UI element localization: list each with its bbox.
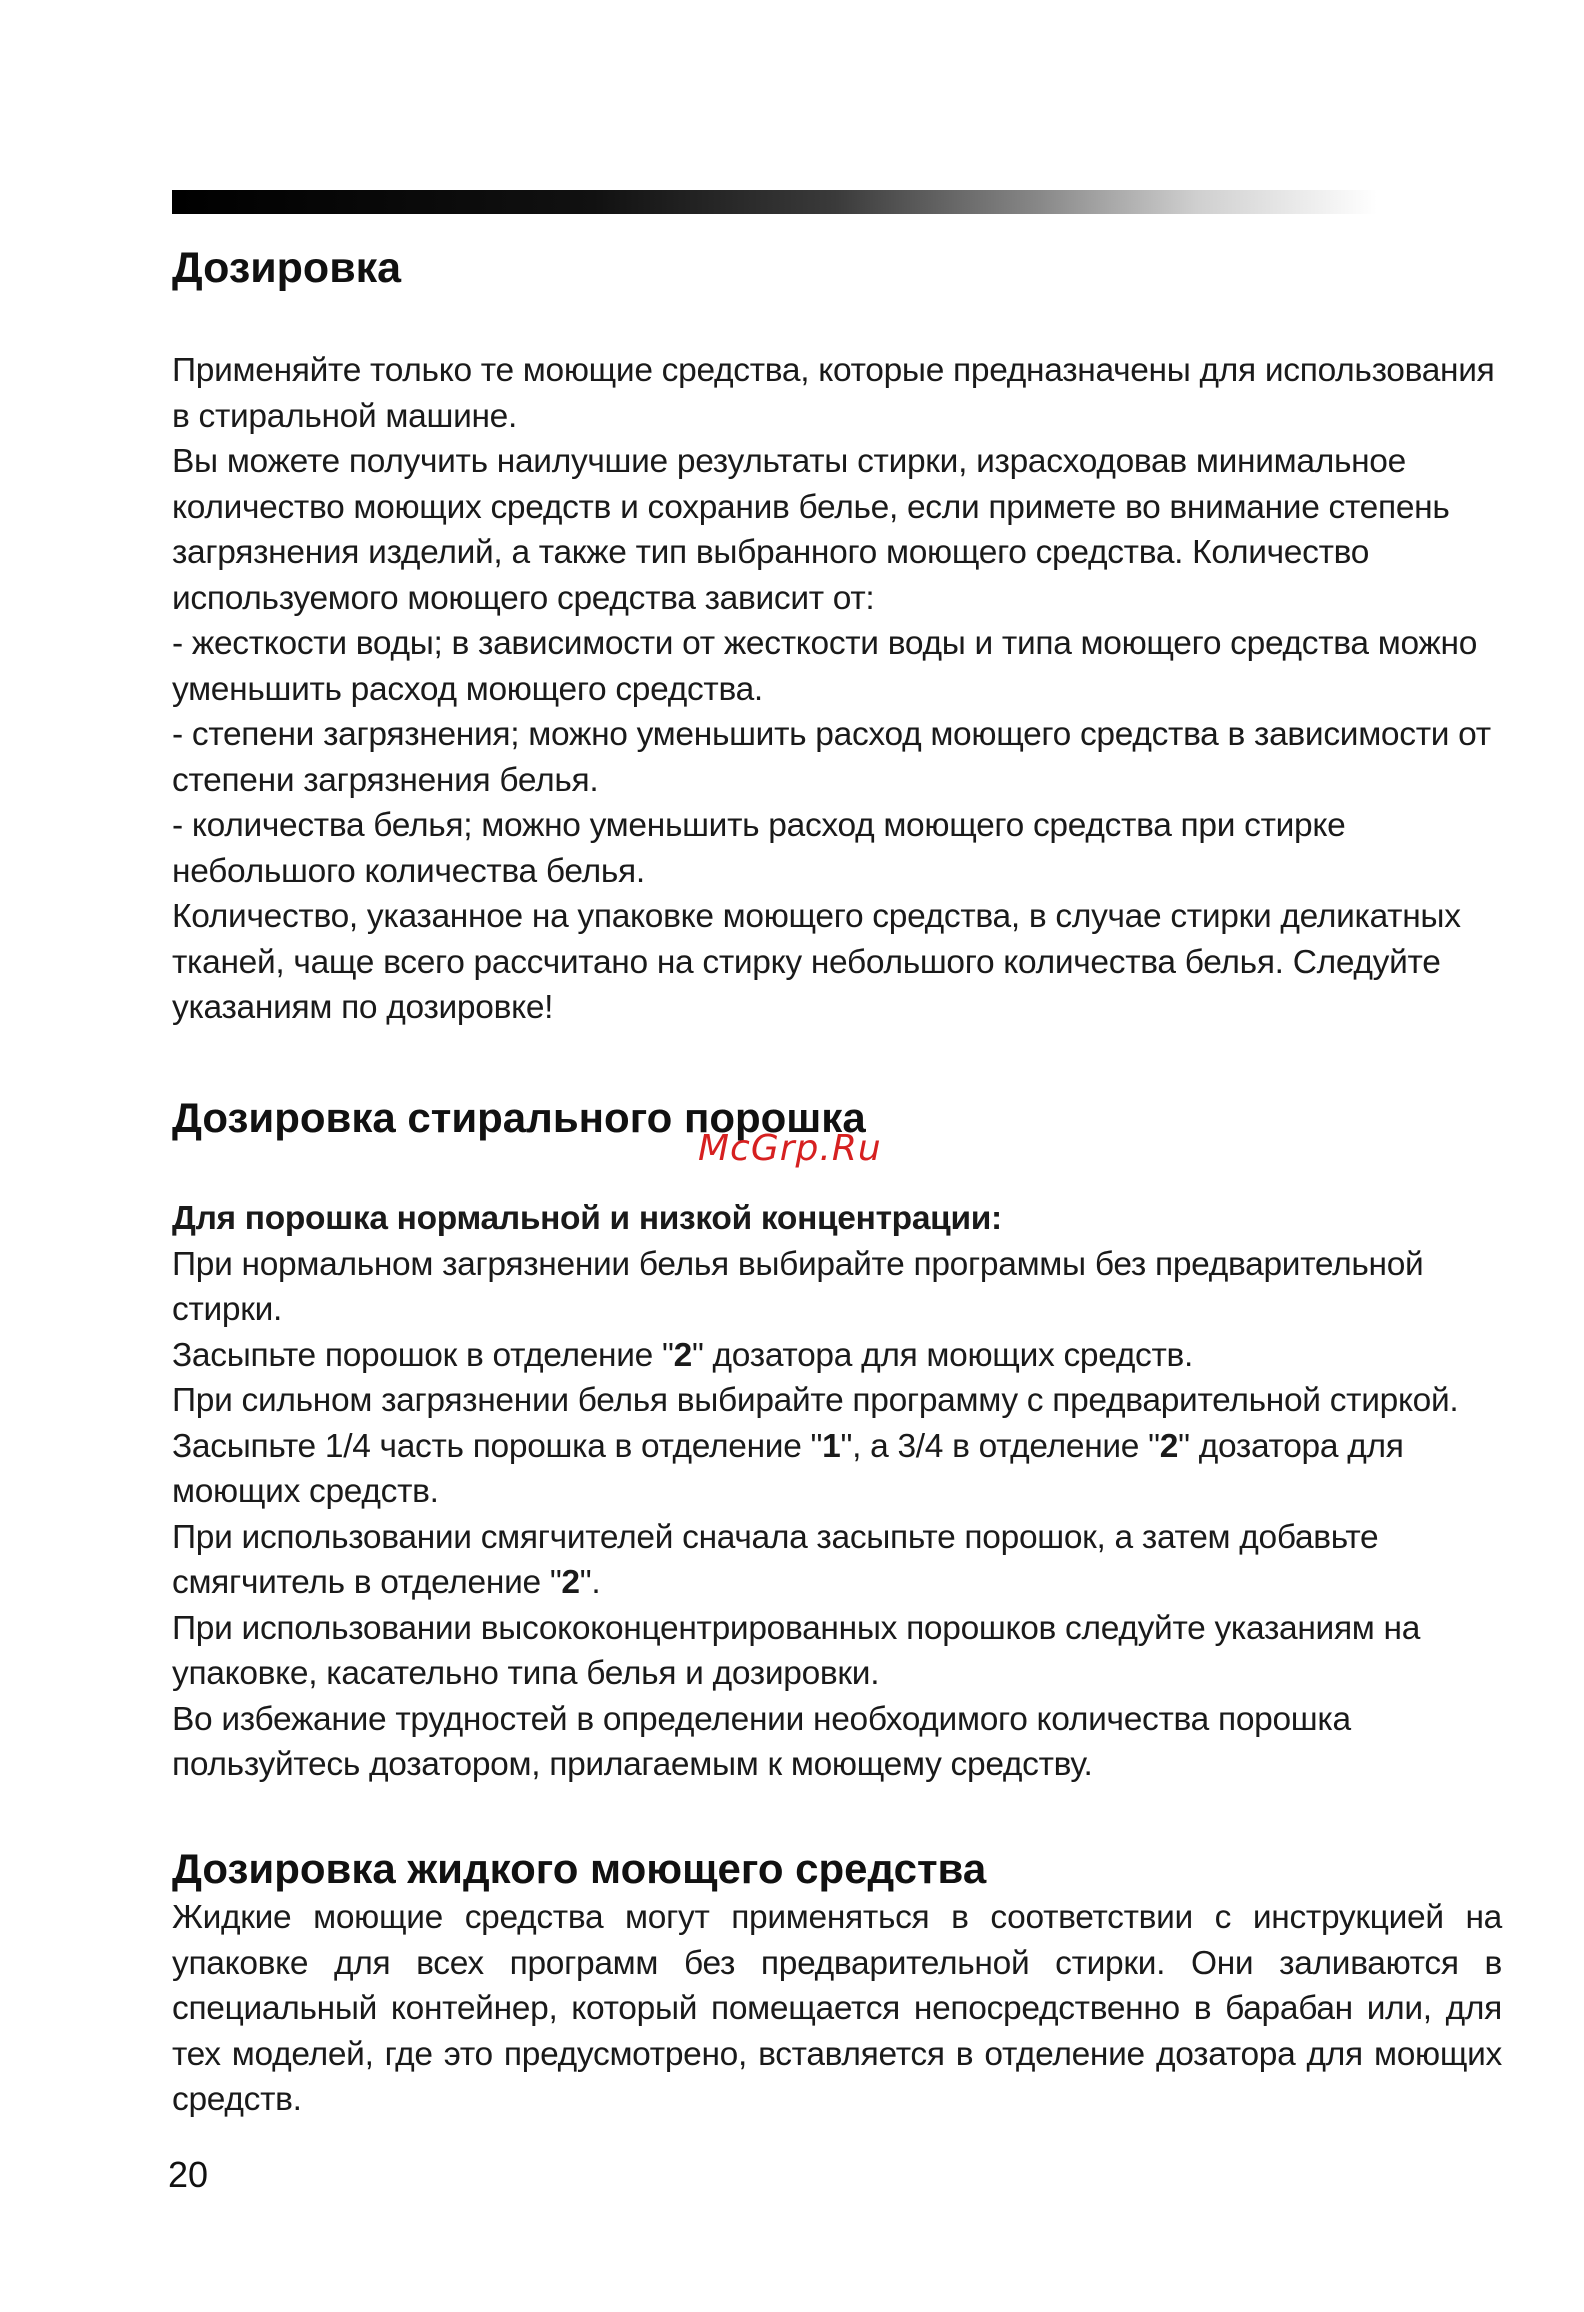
- page-number: 20: [168, 2154, 209, 2195]
- compartment-number: 2: [673, 1336, 692, 1374]
- compartment-number: 2: [561, 1564, 580, 1601]
- section-powder-body: [172, 1196, 1502, 1788]
- paragraph: При использовании высококонцентрированных порошков следуйте указаниям на упаковке, касательно типа белья и дозировки.: [172, 1609, 1421, 1692]
- paragraph: - количества белья; можно уменьшить расход моющего средства при стирке небольшого количества белья.: [172, 807, 1346, 890]
- paragraph: [172, 1515, 1502, 1606]
- text-run: Засыпьте 1/4 часть порошка в отделение ": [172, 1427, 823, 1465]
- header-bar: [172, 190, 1377, 214]
- text-run: ", а 3/4 в отделение ": [840, 1427, 1160, 1465]
- section-dosage-body: [172, 348, 1502, 1031]
- paragraph: Во избежание трудностей в определении необходимого количества порошка пользуйтесь дозатором, прилагаемым к моющему средству.: [172, 1700, 1351, 1783]
- compartment-number: 1: [822, 1427, 841, 1465]
- paragraph: При нормальном загрязнении белья выбирайте программы без предварительной стирки.: [172, 1245, 1424, 1328]
- section-liquid-body: [172, 1895, 1502, 2123]
- paragraph: [172, 1424, 1502, 1515]
- paragraph: - степени загрязнения; можно уменьшить расход моющего средства в зависимости от степени загрязнения белья.: [172, 716, 1491, 799]
- compartment-number: 2: [1159, 1427, 1179, 1465]
- section-title-powder-dosage: Дозировка стирального порошка: [172, 1094, 866, 1141]
- watermark: McGrp.Ru: [698, 1128, 882, 1169]
- paragraph: Применяйте только те моющие средства, которые предназначены для использования в стиральной машине.: [172, 352, 1495, 435]
- paragraph: Количество, указанное на упаковке моющего средства, в случае стирки деликатных тканей, чаще всего рассчитано на стирку небольшого количества белья. Следуйте указаниям по дозировке!: [172, 898, 1461, 1026]
- text-run: Засыпьте порошок в отделение ": [172, 1336, 674, 1374]
- section-title-dosage: Дозировка: [172, 244, 402, 292]
- text-run: " дозатора для моющих средств.: [172, 1427, 1404, 1510]
- paragraph: Вы можете получить наилучшие результаты стирки, израсходовав минимальное количество моющих средств и сохранив белье, если примете во внимание степень загрязнения изделий, а также тип выбранного моющего средства. Количество используемого моющего средства зависит от:: [172, 443, 1450, 617]
- paragraph: Жидкие моющие средства могут применяться в соответствии с инструкцией на упаковке для всех программ без предварительной стирки. Они заливаются в специальный контейнер, который помещается непосредственно в барабан или, для тех моделей, где это предусмотрено, вставляется в отделение дозатора для моющих средств.: [172, 1899, 1502, 2118]
- text-run: При использовании смягчителей сначала засыпьте порошок, а затем добавьте смягчитель в отделение ": [172, 1518, 1379, 1601]
- text-run: ".: [579, 1564, 601, 1601]
- section-title-liquid-dosage: Дозировка жидкого моющего средства: [172, 1845, 987, 1892]
- paragraph: При сильном загрязнении белья выбирайте программу с предварительной стиркой.: [172, 1382, 1459, 1419]
- text-run: " дозатора для моющих средств.: [691, 1336, 1194, 1374]
- paragraph: [172, 1333, 1502, 1379]
- paragraph: - жесткости воды; в зависимости от жесткости воды и типа моющего средства можно уменьшить расход моющего средства.: [172, 625, 1478, 708]
- subheading: Для порошка нормальной и низкой концентрации:: [172, 1200, 1002, 1237]
